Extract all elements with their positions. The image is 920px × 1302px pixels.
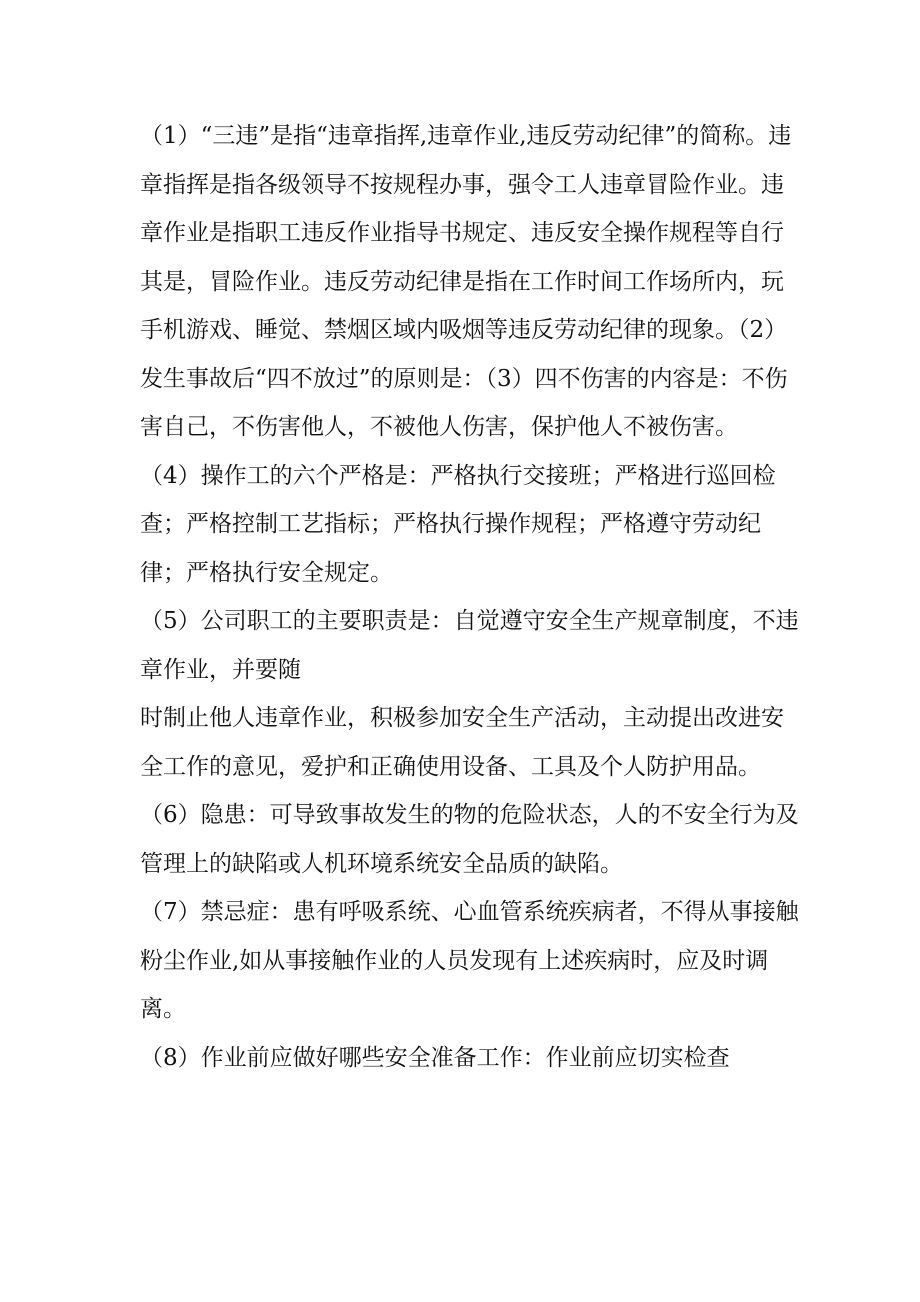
paragraph-4-six-strict-rules: （4）操作工的六个严格是：严格执行交接班；严格进行巡回检查；严格控制工艺指标；严格执行操作规程；严格遵守劳动纪律；严格执行安全规定。	[140, 462, 776, 586]
document-body	[140, 112, 800, 1082]
paragraph-5-employee-duties: （5）公司职工的主要职责是：自觉遵守安全生产规章制度，不违章作业，并要随	[140, 608, 799, 683]
paragraph-1-three-violations: （1）“三违”是指“违章指挥,违章作业,违反劳动纪律”的简称。违章指挥是指各级领导不按规程办事，强令工人违章冒险作业。违章作业是指职工违反作业指导书规定、违反安全操作规程等自行其是，冒险作业。违反劳动纪律是指在工作时间工作场所内，玩手机游戏、睡觉、禁烟区域内吸烟等违反劳动纪律的现象。（2）发生事故后“四不放过”的原则是：（3）四不伤害的内容是：不伤害自己，不伤害他人，不被他人伤害，保护他人不被伤害。	[140, 123, 792, 440]
paragraph-8-pre-work-preparation: （8）作业前应做好哪些安全准备工作：作业前应切实检查	[140, 1044, 730, 1071]
paragraph-7-contraindications: （7）禁忌症：患有呼吸系统、心血管系统疾病者，不得从事接触粉尘作业,如从事接触作业的人员发现有上述疾病时，应及时调离。	[140, 899, 799, 1022]
paragraph-6-hazards: （6）隐患：可导致事故发生的物的危险状态，人的不安全行为及管理上的缺陷或人机环境系统安全品质的缺陷。	[140, 802, 799, 877]
paragraph-5-continued: 时制止他人违章作业，积极参加安全生产活动，主动提出改进安全工作的意见，爱护和正确使用设备、工具及个人防护用品。	[140, 705, 784, 780]
